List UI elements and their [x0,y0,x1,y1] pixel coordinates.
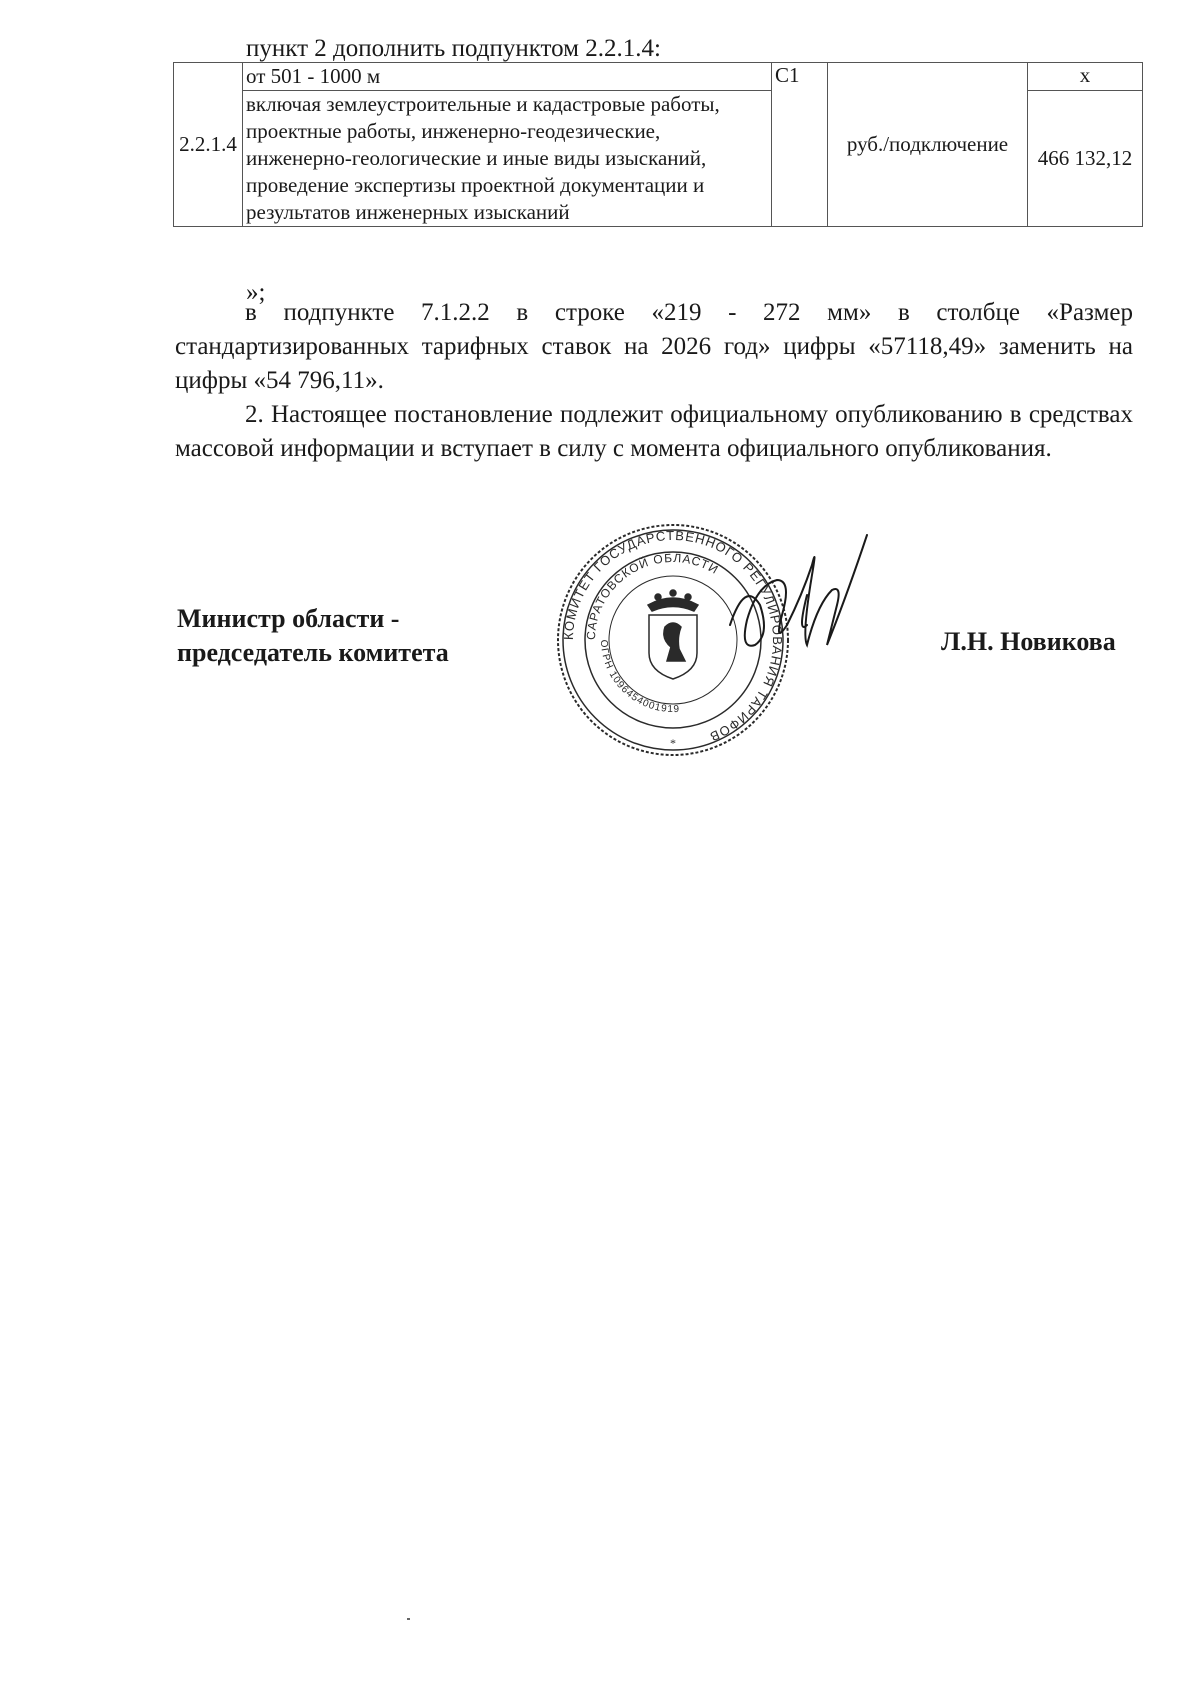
paragraph-amendment: в подпункте 7.1.2.2 в строке «219 - 272 мм» в столбце «Размер стандартизированных тарифных ставок на 2026 год» цифры «57118,49» заменить на цифры «54 796,11». [175,299,1133,394]
description-cell: включая землеустроительные и кадастровые работы, проектные работы, инженерно-геодезические, инженерно-геологические и иные виды изысканий, проведение экспертизы проектной документации и результатов инженерных изысканий [243,91,772,227]
signer-title-line-1: Министр области - [177,604,400,633]
closing-quote: »; [246,279,266,306]
item-number-cell: 2.2.1.4 [174,63,243,227]
value-second-cell: 466 132,12 [1028,91,1143,227]
page-mark [407,1618,410,1620]
svg-text:*: * [670,736,676,750]
signature [720,530,900,690]
code-cell: С1 [772,63,828,227]
tariff-table [173,62,1143,227]
table-row [174,63,1143,91]
intro-text: пункт 2 дополнить подпунктом 2.2.1.4: [246,35,661,62]
range-cell: от 501 - 1000 м [243,63,772,91]
signer-name: Л.Н. Новикова [941,627,1116,656]
stamp-inner-text: САРАТОВСКОЙ ОБЛАСТИ [583,550,722,641]
stamp-outer-text: КОМИТЕТ ГОСУДАРСТВЕННОГО РЕГУЛИРОВАНИЯ ТАРИФОВ [560,527,786,745]
stamp-number-text: ОГРН 1096454001919 [597,639,681,716]
signer-title [177,602,449,670]
signer-title-line-2: председатель комитета [177,638,449,667]
unit-cell: руб./подключение [828,63,1028,227]
value-first-cell: х [1028,63,1143,91]
paragraph-publication: 2. Настоящее постановление подлежит официальному опубликованию в средствах массовой информации и вступает в силу с момента официального опубликования. [175,401,1133,462]
coat-of-arms-icon [648,590,698,679]
